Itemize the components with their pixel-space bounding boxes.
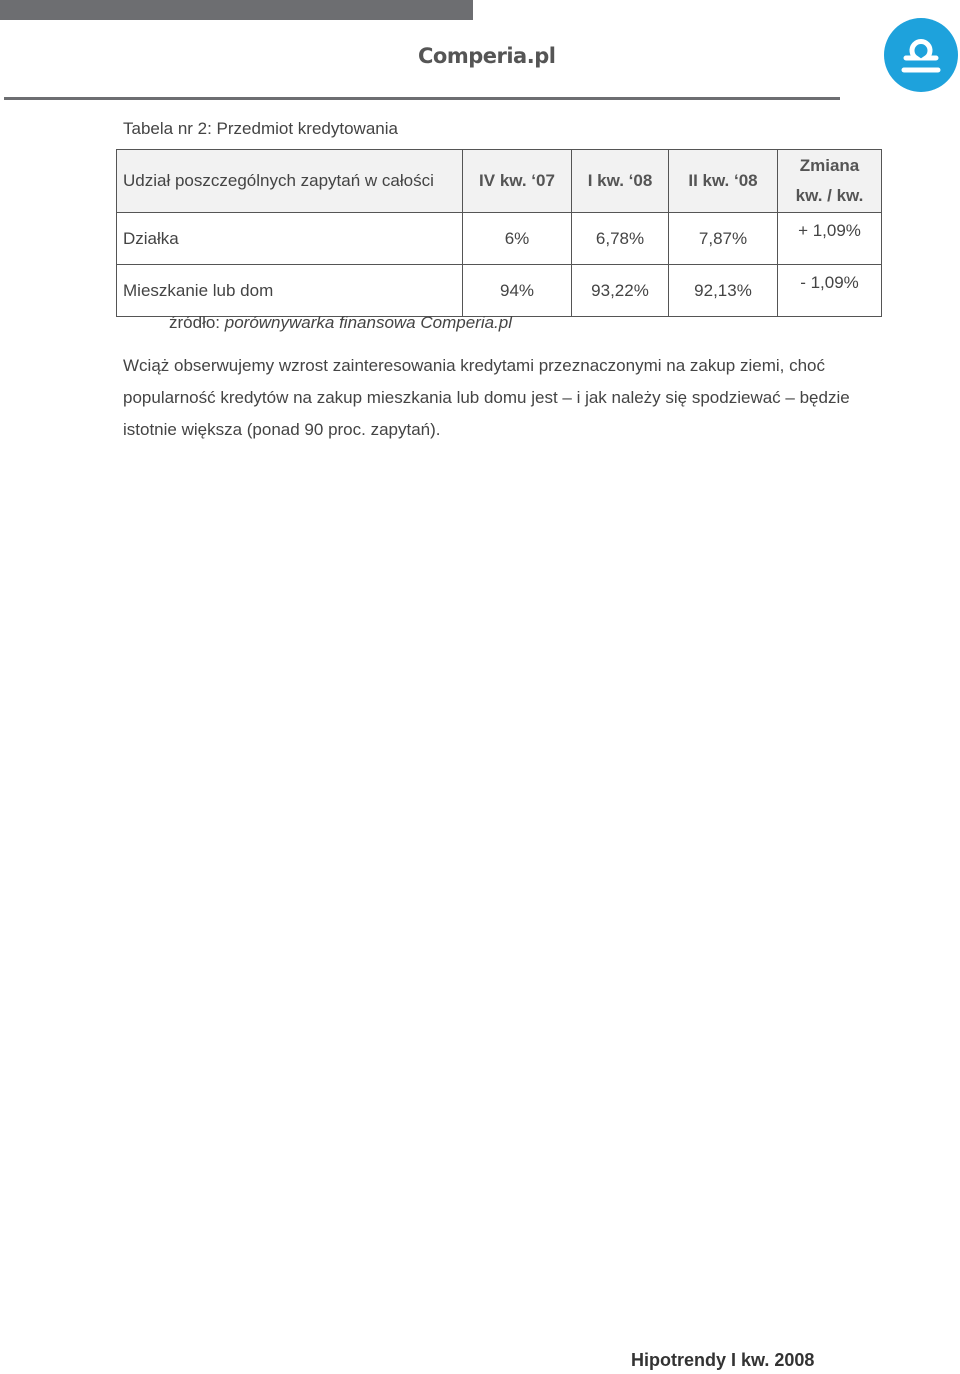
source-note bbox=[169, 313, 512, 333]
footer-title: Hipotrendy I kw. 2008 bbox=[631, 1350, 815, 1370]
table-caption: Tabela nr 2: Przedmiot kredytowania bbox=[123, 119, 398, 138]
table-cell: 6,78% bbox=[572, 213, 669, 265]
table-cell: 92,13% bbox=[669, 265, 778, 317]
change-label: Zmiana bbox=[799, 156, 860, 175]
header-rule bbox=[4, 97, 840, 100]
table-cell: + 1,09% bbox=[778, 213, 882, 265]
body-paragraph: Wciąż obserwujemy wzrost zainteresowania kredytami przeznaczonymi na zakup ziemi, choć popularność kredytów na zakup mieszkania lub domu jest – i jak należy się spodziewać – będzie istotnie większa (ponad 90 proc. zapytań). bbox=[123, 356, 850, 439]
table-cell: 94% bbox=[463, 265, 572, 317]
column-header: II kw. ‘08 bbox=[669, 150, 778, 213]
table-cell: 93,22% bbox=[572, 265, 669, 317]
column-header: IV kw. ‘07 bbox=[463, 150, 572, 213]
table-row bbox=[117, 213, 882, 265]
brand-title: Comperia.pl bbox=[418, 44, 556, 68]
table-cell: - 1,09% bbox=[778, 265, 882, 317]
table-row bbox=[117, 265, 882, 317]
table-cell: 6% bbox=[463, 213, 572, 265]
change-sublabel: kw. / kw. bbox=[795, 186, 864, 205]
libra-scales-icon bbox=[884, 18, 958, 92]
column-header: Udział poszczególnych zapytań w całości bbox=[117, 150, 463, 213]
top-bar bbox=[0, 0, 473, 20]
source-label: źródło: bbox=[169, 313, 225, 332]
table-cell: Mieszkanie lub dom bbox=[117, 265, 463, 317]
loan-subject-table bbox=[116, 149, 882, 317]
column-header: I kw. ‘08 bbox=[572, 150, 669, 213]
table-cell: 7,87% bbox=[669, 213, 778, 265]
column-header-change bbox=[778, 150, 882, 213]
table-header-row bbox=[117, 150, 882, 213]
table-cell: Działka bbox=[117, 213, 463, 265]
source-text: porównywarka finansowa Comperia.pl bbox=[224, 313, 512, 332]
